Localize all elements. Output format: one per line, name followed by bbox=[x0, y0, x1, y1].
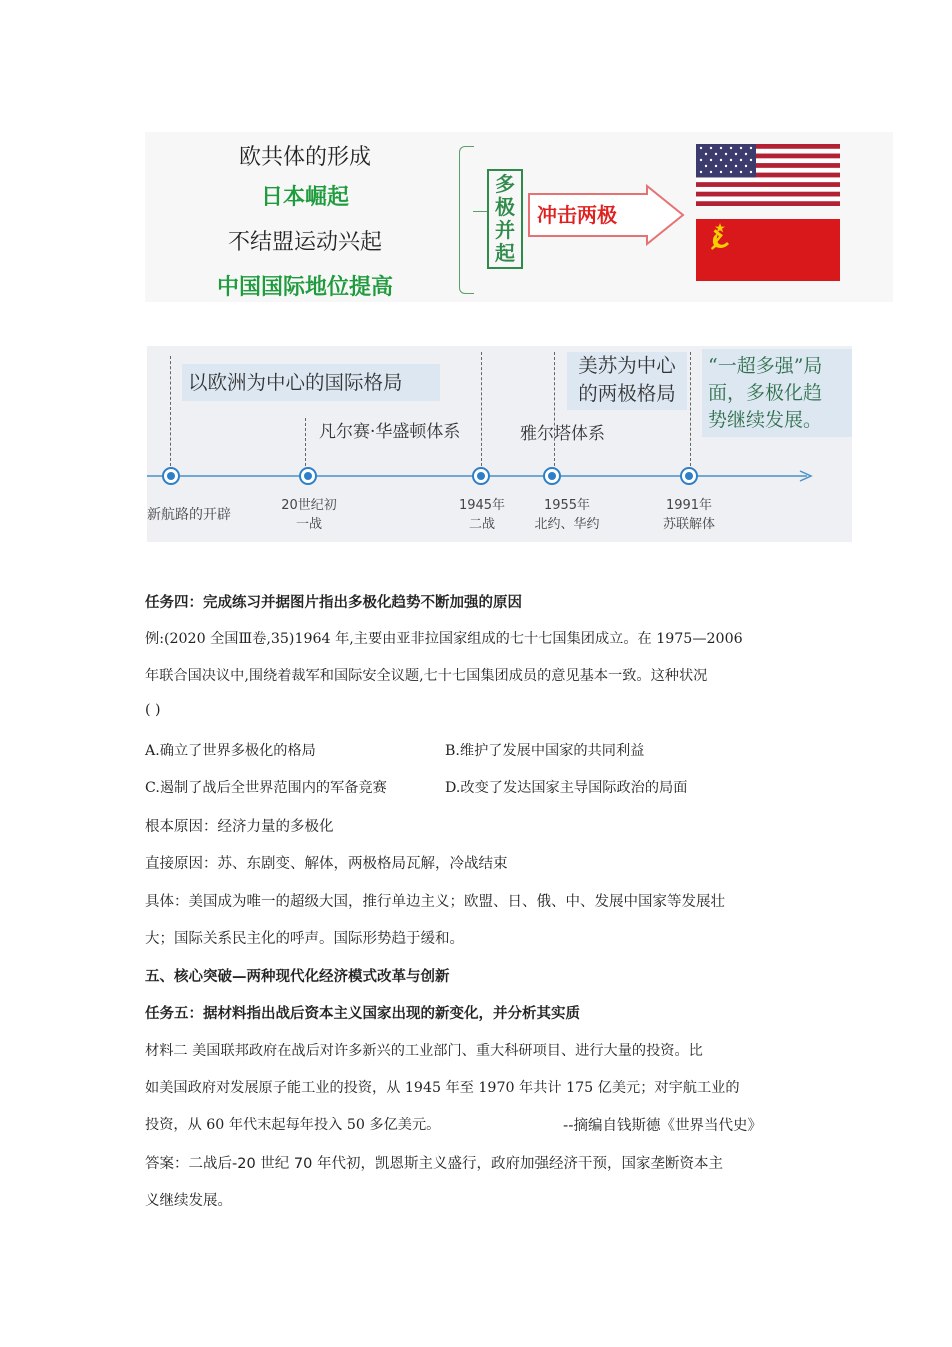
timeline-date bbox=[447, 496, 517, 534]
multipolar-rise-figure bbox=[145, 132, 893, 302]
material-line: 投资，从 60 年代末起每年投入 50 多亿美元。 bbox=[145, 1117, 441, 1133]
left-item-ec: 欧共体的形成 bbox=[238, 145, 371, 170]
example-line: 例:(2020 全国Ⅲ卷,35)1964 年,主要由亚非拉国家组成的七十七国集团成立。在 1975—2006 bbox=[145, 631, 743, 647]
example-line: 年联合国决议中,围绕着裁军和国际安全议题,七十七国集团成员的意见基本一致。这种状况 bbox=[145, 668, 708, 684]
us-flag-icon bbox=[696, 144, 840, 206]
vbox-char: 起 bbox=[495, 241, 515, 265]
option-b: B.维护了发展中国家的共同利益 bbox=[445, 743, 645, 759]
multipolar-trend-box bbox=[702, 349, 852, 437]
yalta-system: 雅尔塔体系 bbox=[520, 424, 605, 444]
multi-line-1: “一超多强”局 bbox=[708, 355, 823, 377]
left-item-japan: 日本崛起 bbox=[260, 185, 349, 210]
option-d: D.改变了发达国家主导国际政治的局面 bbox=[445, 780, 688, 796]
vbox-char: 多 bbox=[495, 172, 515, 196]
multipolar-rise-box bbox=[487, 169, 523, 269]
option-c: C.遏制了战后全世界范围内的军备竞赛 bbox=[145, 780, 387, 796]
timeline-date bbox=[517, 496, 617, 534]
timeline-date-line: 1945年 bbox=[458, 498, 506, 513]
bipolar-order-box bbox=[567, 352, 687, 410]
europe-centered-order-box: 以欧洲为中心的国际格局 bbox=[182, 364, 440, 401]
root-cause: 根本原因：经济力量的多极化 bbox=[145, 819, 334, 835]
task5-heading: 任务五：据材料指出战后资本主义国家出现的新变化，并分析其实质 bbox=[145, 1006, 580, 1022]
timeline-date-line: 二战 bbox=[468, 517, 495, 532]
timeline-node bbox=[543, 467, 561, 485]
specific-line: 大；国际关系民主化的呼声。国际形势趋于缓和。 bbox=[145, 931, 464, 947]
multi-line-3: 势继续发展。 bbox=[708, 409, 823, 431]
timeline-date-line: 一战 bbox=[295, 517, 322, 532]
left-item-china: 中国国际地位提高 bbox=[216, 275, 393, 300]
versailles-washington-system: 凡尔赛·华盛顿体系 bbox=[319, 422, 461, 442]
timeline-divider bbox=[690, 352, 691, 466]
bipolar-line-1: 美苏为中心 bbox=[578, 354, 676, 377]
timeline-date bbox=[147, 506, 247, 525]
left-item-nam: 不结盟运动兴起 bbox=[227, 230, 382, 255]
material-line: 材料二 美国联邦政府在战后对许多新兴的工业部门、重大科研项目、进行大量的投资。比 bbox=[145, 1043, 703, 1059]
timeline-divider bbox=[305, 418, 306, 466]
example-answer-blank: ( ) bbox=[145, 702, 161, 718]
timeline-date-line: 1991年 bbox=[665, 498, 713, 513]
vbox-char: 并 bbox=[495, 218, 515, 242]
timeline-date-line: 1955年 bbox=[543, 498, 591, 513]
timeline-node bbox=[162, 467, 180, 485]
answer-line: 义继续发展。 bbox=[145, 1193, 232, 1209]
vbox-char: 极 bbox=[495, 195, 515, 219]
timeline-date bbox=[269, 496, 349, 534]
timeline-divider bbox=[170, 356, 171, 466]
material-line: 如美国政府对发展原子能工业的投资，从 1945 年至 1970 年共计 175 亿美元；对宇航工业的 bbox=[145, 1080, 740, 1096]
timeline-divider bbox=[554, 352, 555, 466]
multi-line-2: 面，多极化趋 bbox=[708, 382, 823, 404]
world-order-timeline bbox=[147, 346, 852, 542]
material-source: --摘编自钱斯德《世界当代史》 bbox=[563, 1118, 762, 1134]
timeline-date-line: 20世纪初 bbox=[281, 498, 337, 513]
timeline-divider bbox=[481, 352, 482, 466]
timeline-date-line: 新航路的开辟 bbox=[147, 507, 231, 523]
grouping-bracket bbox=[459, 146, 474, 294]
specific-line: 具体：美国成为唯一的超级大国，推行单边主义；欧盟、日、俄、中、发展中国家等发展壮 bbox=[145, 894, 725, 910]
arrow-label: 冲击两极 bbox=[537, 203, 617, 227]
answer-line: 答案：二战后-20 世纪 70 年代初，凯恩斯主义盛行，政府加强经济干预，国家垄断资本主 bbox=[145, 1156, 723, 1172]
bipolar-line-2: 的两极格局 bbox=[578, 382, 676, 405]
ussr-flag-icon bbox=[696, 219, 840, 281]
timeline-node bbox=[680, 467, 698, 485]
bracket-connector bbox=[473, 211, 487, 212]
option-a: A.确立了世界多极化的格局 bbox=[145, 743, 316, 759]
task4-heading: 任务四：完成练习并据图片指出多极化趋势不断加强的原因 bbox=[145, 595, 522, 611]
timeline-date bbox=[649, 496, 729, 534]
timeline-node bbox=[472, 467, 490, 485]
timeline-date-line: 苏联解体 bbox=[662, 517, 715, 532]
timeline-node bbox=[299, 467, 317, 485]
timeline-date-line: 北约、华约 bbox=[534, 517, 600, 532]
direct-cause: 直接原因：苏、东剧变、解体，两极格局瓦解，冷战结束 bbox=[145, 856, 508, 872]
section5-heading: 五、核心突破—两种现代化经济模式改革与创新 bbox=[145, 969, 450, 985]
